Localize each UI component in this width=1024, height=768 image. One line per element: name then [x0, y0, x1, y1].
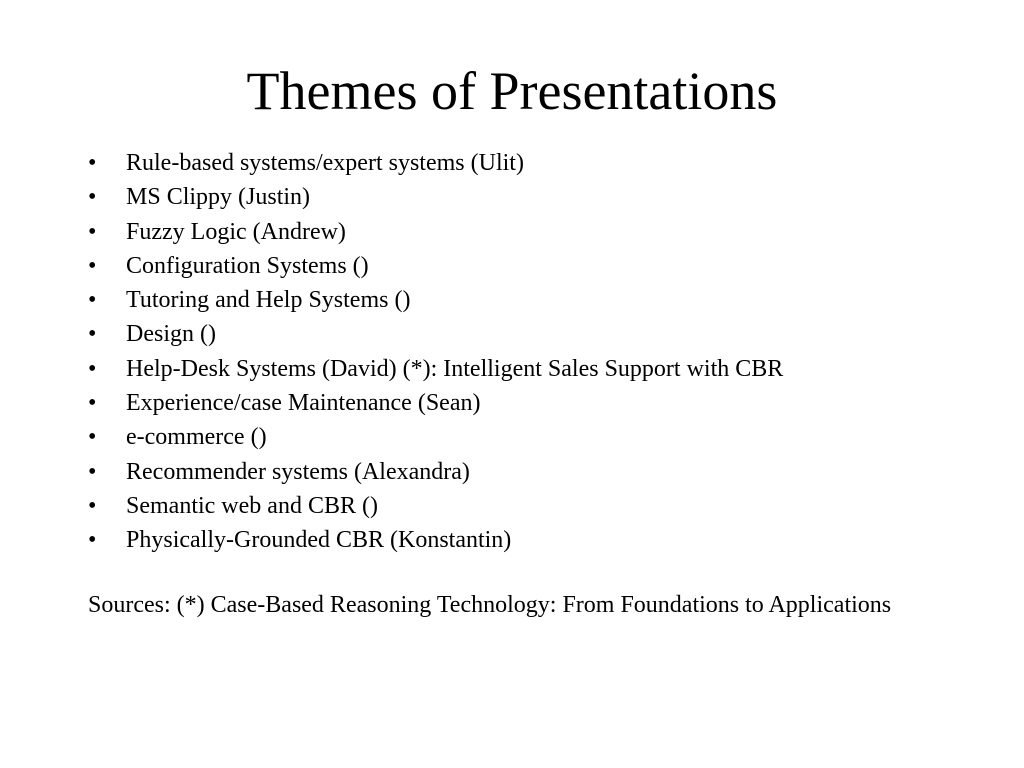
bullet-item: [88, 283, 988, 317]
bullet-text: Tutoring and Help Systems (): [126, 287, 411, 314]
bullet-item: [88, 489, 988, 523]
bullet-icon: •: [88, 287, 97, 314]
bullet-item: [88, 455, 988, 489]
bullet-text: Physically-Grounded CBR (Konstantin): [126, 527, 512, 554]
bullet-item: [88, 146, 988, 180]
bullet-item: [88, 317, 988, 351]
bullet-icon: •: [88, 184, 97, 211]
bullet-icon: •: [88, 527, 97, 554]
bullet-icon: •: [88, 150, 97, 176]
bullet-text: Configuration Systems (): [126, 252, 369, 279]
sources-text: Sources: (*) Case-Based Reasoning Technology: From Foundations to Applications: [88, 592, 892, 618]
bullet-text: Design (): [126, 321, 216, 348]
bullet-item: [88, 420, 988, 454]
bullet-text: Experience/case Maintenance (Sean): [126, 390, 481, 417]
bullet-item: [88, 386, 988, 420]
bullet-list: [88, 146, 988, 558]
bullet-text: Rule-based systems/expert systems (Ulit): [126, 150, 524, 176]
bullet-item: [88, 352, 988, 386]
bullet-icon: •: [88, 492, 97, 519]
bullet-icon: •: [88, 252, 97, 279]
bullet-icon: •: [88, 390, 97, 417]
bullet-icon: •: [88, 458, 97, 485]
bullet-text: e-commerce (): [126, 424, 267, 451]
bullet-item: [88, 523, 988, 557]
bullet-text: Recommender systems (Alexandra): [126, 458, 470, 485]
bullet-item: [88, 180, 988, 214]
bullet-icon: •: [88, 355, 97, 382]
bullet-text: MS Clippy (Justin): [126, 184, 311, 211]
bullet-icon: •: [88, 424, 97, 451]
bullet-icon: •: [88, 321, 97, 348]
bullet-icon: •: [88, 218, 97, 245]
bullet-text: Fuzzy Logic (Andrew): [126, 218, 346, 245]
bullet-item: [88, 249, 988, 283]
bullet-text: Semantic web and CBR (): [126, 492, 378, 519]
bullet-text: Help-Desk Systems (David) (*): Intelligent Sales Support with CBR: [126, 355, 784, 382]
slide-title: Themes of Presentations: [246, 61, 778, 121]
bullet-item: [88, 215, 988, 249]
